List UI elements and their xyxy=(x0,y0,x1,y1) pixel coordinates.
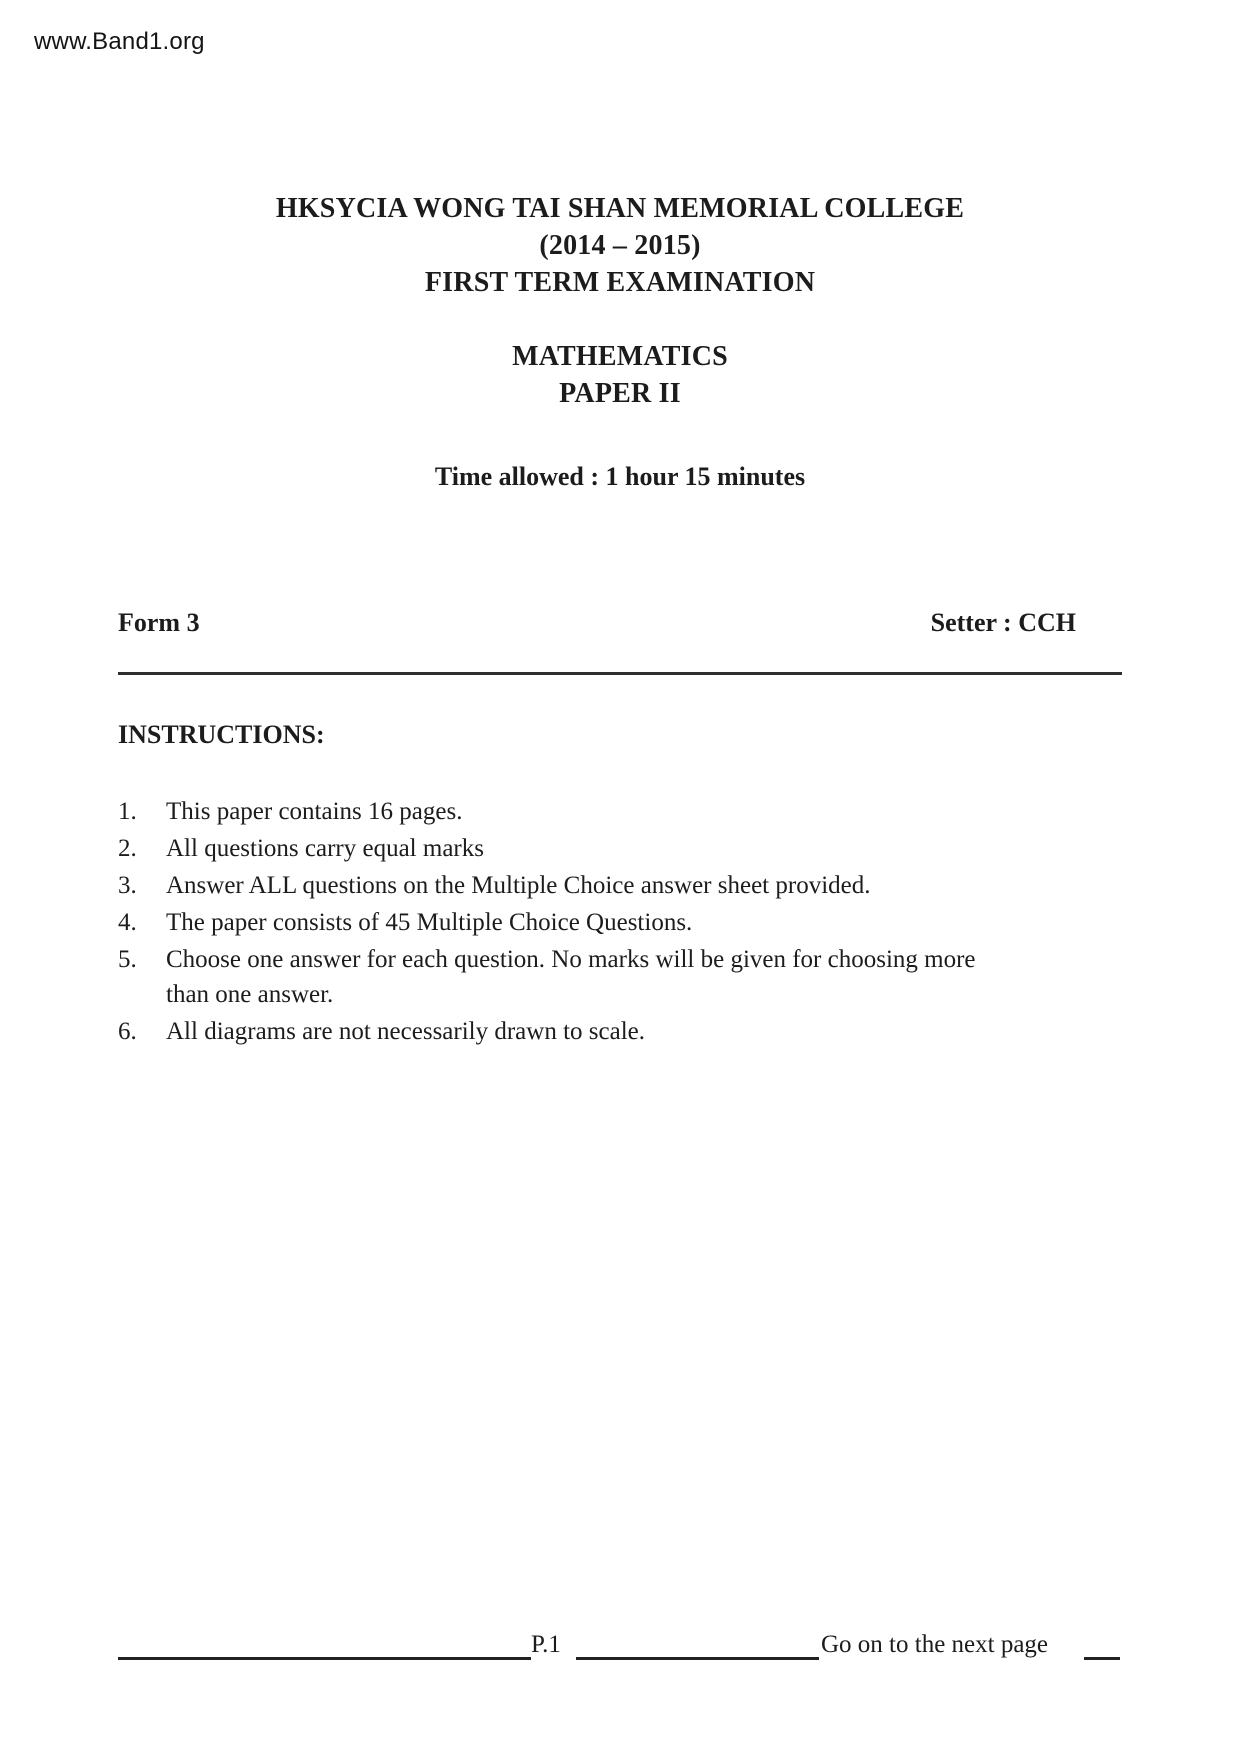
subject-header xyxy=(118,338,1122,412)
item-text: All questions carry equal marks xyxy=(166,835,484,862)
instruction-item xyxy=(118,868,1128,903)
horizontal-divider xyxy=(118,672,1122,675)
time-allowed: Time allowed : 1 hour 15 minutes xyxy=(434,462,806,491)
item-text: All diagrams are not necessarily drawn to scale. xyxy=(166,1018,645,1045)
footer-rule-left xyxy=(118,1657,531,1660)
site-watermark: www.Band1.org xyxy=(34,28,205,55)
instruction-item xyxy=(118,905,1128,940)
exam-title: FIRST TERM EXAMINATION xyxy=(424,267,816,298)
item-number: 2. xyxy=(118,835,137,862)
instructions-heading: INSTRUCTIONS: xyxy=(118,720,325,749)
instructions-list xyxy=(118,794,1128,1051)
next-page-note: Go on to the next page xyxy=(821,1631,1049,1658)
item-text-continued: than one answer. xyxy=(166,981,334,1008)
item-text: Choose one answer for each question. No marks will be given for choosing more xyxy=(166,946,976,973)
paper-number: PAPER II xyxy=(559,378,681,409)
item-text: The paper consists of 45 Multiple Choice Questions. xyxy=(166,909,693,936)
instruction-item xyxy=(118,794,1128,829)
form-label: Form 3 xyxy=(118,608,200,637)
item-number: 6. xyxy=(118,1018,137,1045)
school-name: HKSYCIA WONG TAI SHAN MEMORIAL COLLEGE xyxy=(275,193,965,224)
subject-name: MATHEMATICS xyxy=(512,341,728,372)
setter-label: Setter : CCH xyxy=(930,608,1076,637)
academic-year: (2014 – 2015) xyxy=(539,230,701,261)
page-number: P.1 xyxy=(531,1631,561,1658)
exam-header xyxy=(118,190,1122,301)
instruction-item xyxy=(118,831,1128,866)
item-number: 5. xyxy=(118,946,137,973)
footer-rule-middle xyxy=(576,1657,819,1660)
item-number: 3. xyxy=(118,872,137,899)
instruction-item xyxy=(118,1014,1128,1049)
instruction-item xyxy=(118,942,1128,1012)
item-text: This paper contains 16 pages. xyxy=(166,798,463,825)
meta-row xyxy=(118,604,1122,641)
item-number: 4. xyxy=(118,909,137,936)
item-number: 1. xyxy=(118,798,137,825)
footer-rule-right xyxy=(1084,1657,1120,1660)
item-text: Answer ALL questions on the Multiple Choice answer sheet provided. xyxy=(166,872,871,899)
